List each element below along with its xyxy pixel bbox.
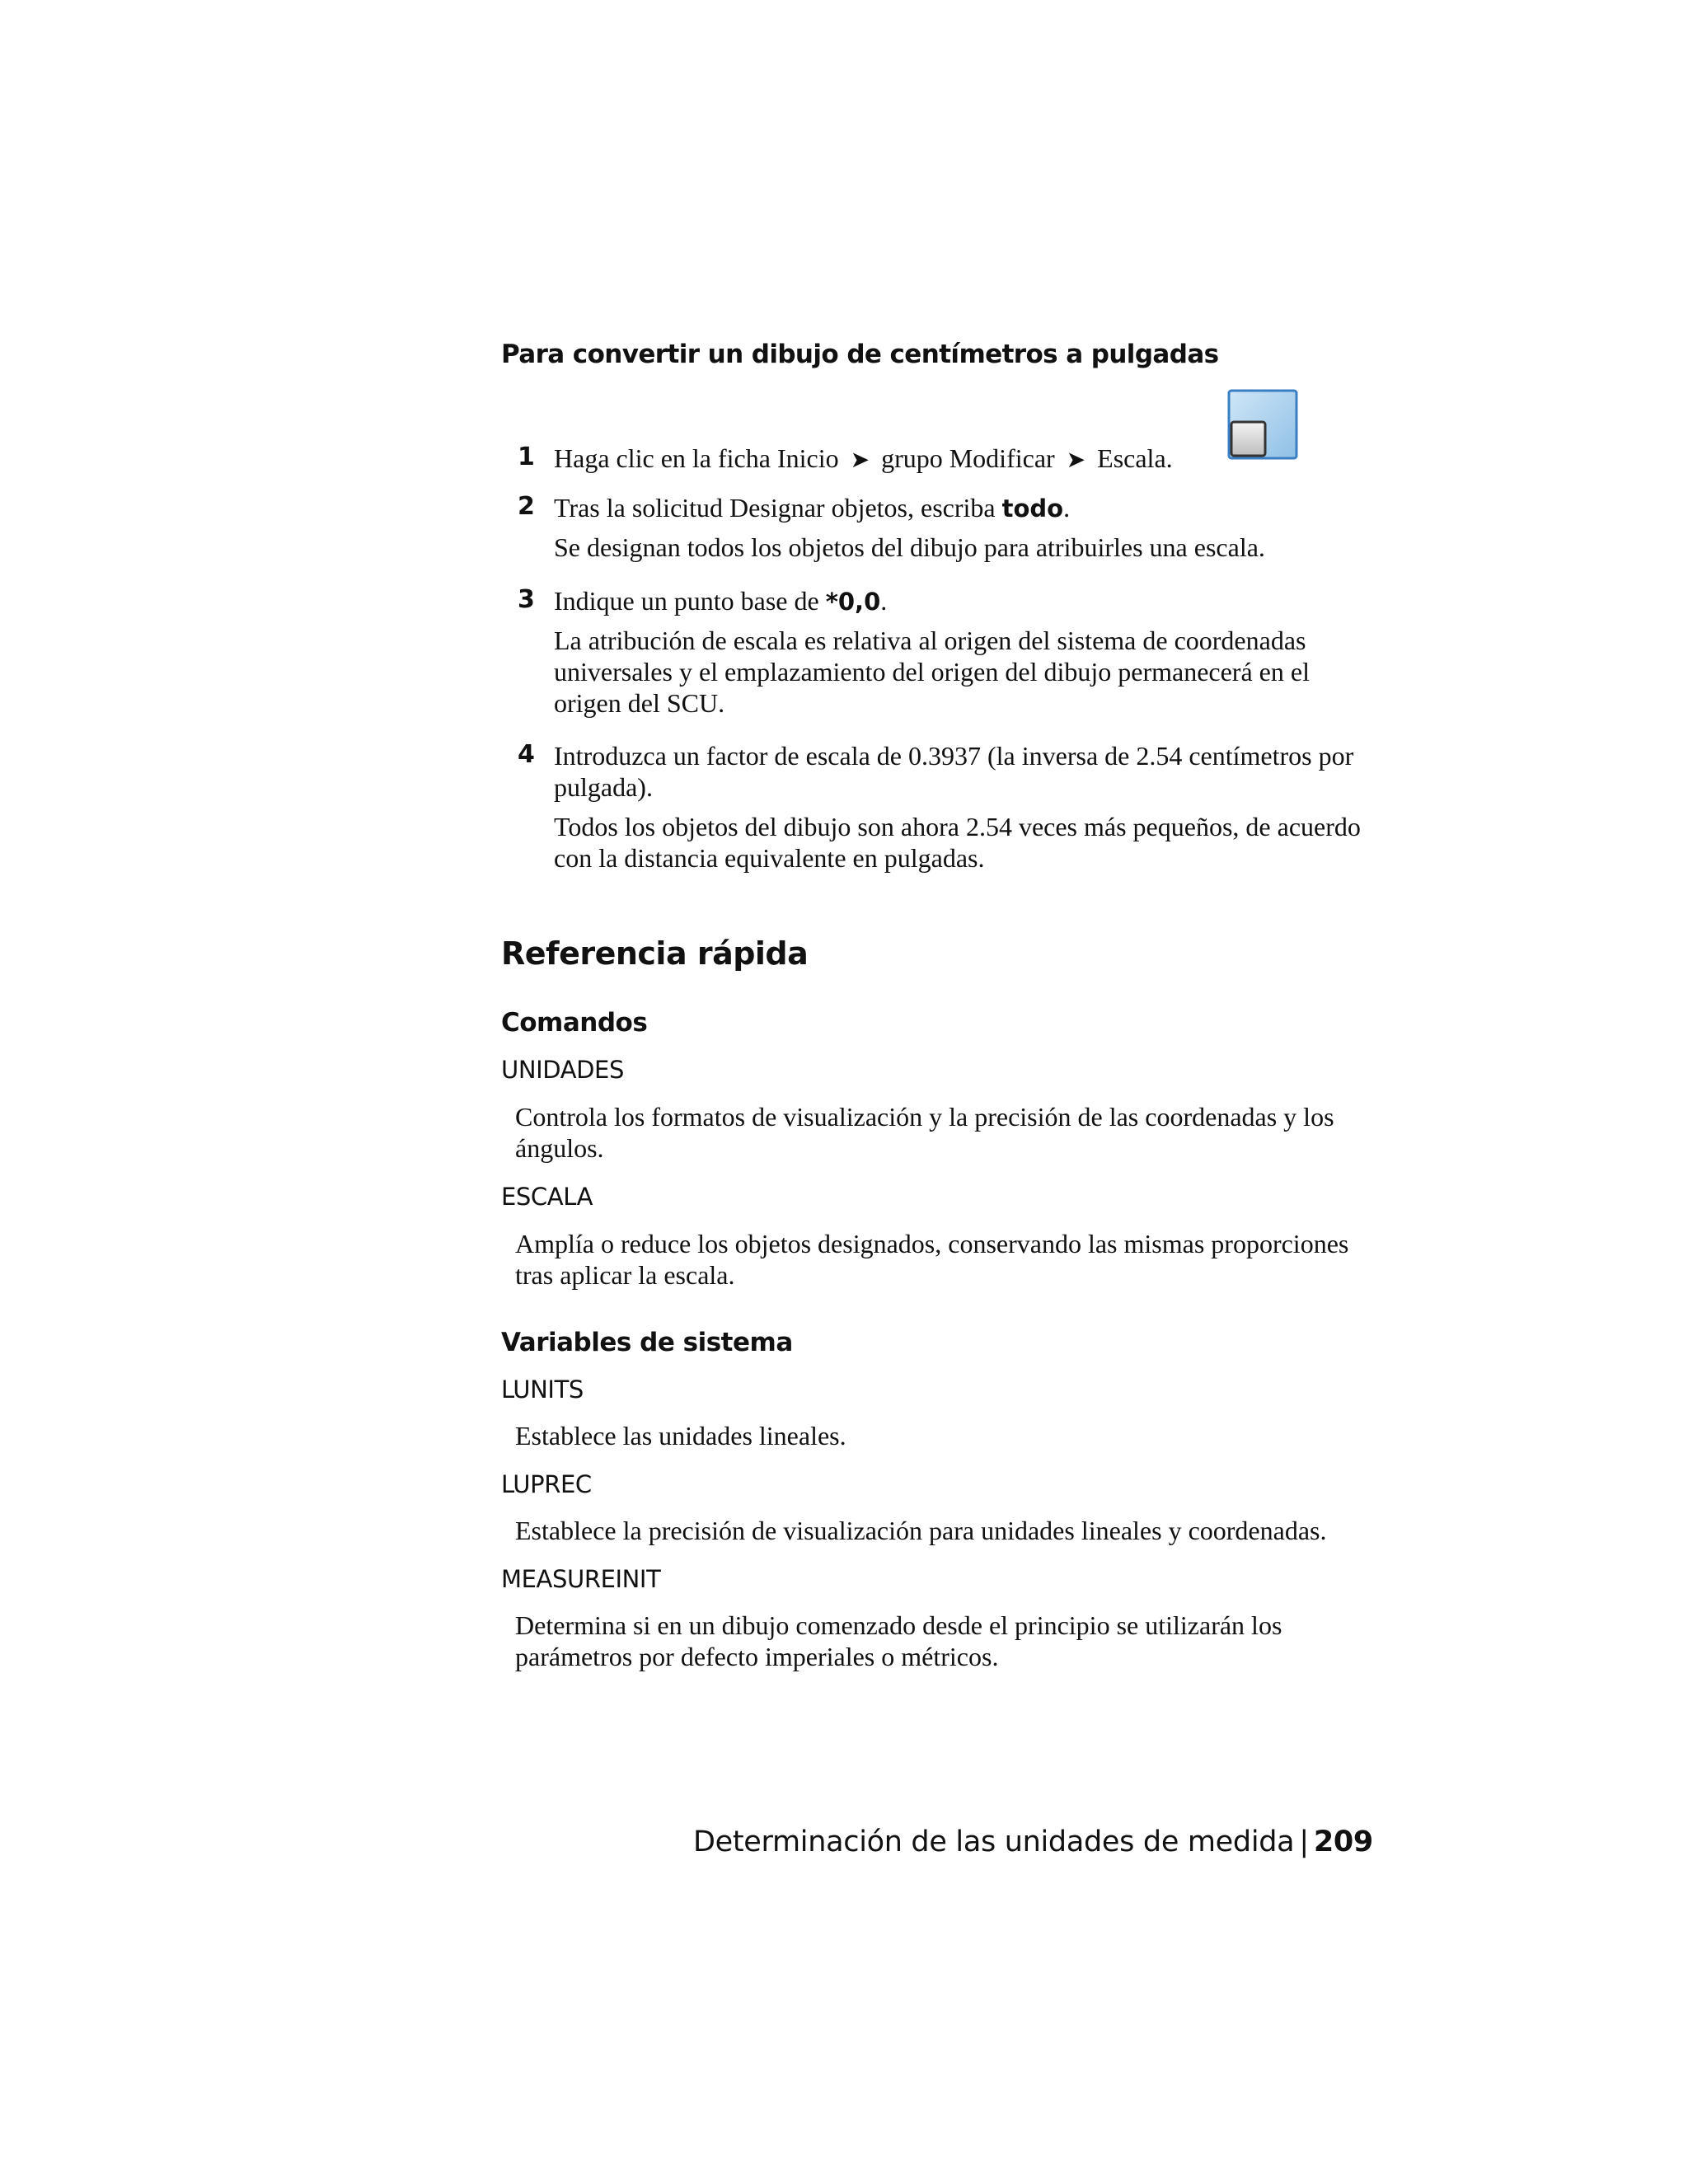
page-footer <box>693 1825 1373 1858</box>
variable-description: Determina si en un dibujo comenzado desde el principio se utilizarán los parámetros por defecto imperiales o métricos. <box>515 1610 1282 1671</box>
commands-heading: Comandos <box>501 1008 648 1038</box>
command-description: Amplía o reduce los objetos designados, conservando las mismas proporciones tras aplicar la escala. <box>515 1229 1349 1290</box>
step-number: 1 <box>518 443 535 471</box>
step-number: 3 <box>518 585 535 614</box>
variable-term: MEASUREINIT <box>501 1565 661 1593</box>
variable-term: LUNITS <box>501 1376 584 1404</box>
arrow-icon: ➤ <box>1066 448 1086 473</box>
variable-term: LUPREC <box>501 1470 592 1498</box>
variable-description: Establece las unidades lineales. <box>515 1421 846 1451</box>
step-text: Introduzca un factor de escala de 0.3937 (la inversa de 2.54 centímetros por pulgada). <box>554 741 1354 802</box>
footer-separator: | <box>1299 1825 1309 1858</box>
step-result: Todos los objetos del dibujo son ahora 2.54 veces más pequeños, de acuerdo con la distancia equivalente en pulgadas. <box>554 812 1361 873</box>
step-text: Indique un punto base de *0,0. <box>554 586 888 616</box>
step-number: 4 <box>518 740 535 769</box>
page-number: 209 <box>1313 1825 1373 1858</box>
command-term: ESCALA <box>501 1183 593 1211</box>
step-result: La atribución de escala es relativa al origen del sistema de coordenadas universales y el emplazamiento del origen del dibujo permanecerá en el origen del SCU. <box>554 626 1310 718</box>
command-description: Controla los formatos de visualización y la precisión de las coordenadas y los ángulos. <box>515 1102 1334 1163</box>
chapter-title: Determinación de las unidades de medida <box>692 1825 1295 1858</box>
step-number: 2 <box>518 492 535 521</box>
typed-value: *0,0 <box>825 588 881 616</box>
step-result: Se designan todos los objetos del dibujo para atribuirles una escala. <box>554 532 1265 562</box>
system-variables-heading: Variables de sistema <box>501 1328 793 1357</box>
section-title: Referencia rápida <box>501 935 809 972</box>
variable-description: Establece la precisión de visualización para unidades lineales y coordenadas. <box>515 1516 1327 1545</box>
scale-tool-icon <box>1227 389 1298 460</box>
typed-value: todo <box>1001 494 1064 523</box>
arrow-icon: ➤ <box>850 448 870 473</box>
command-term: UNIDADES <box>501 1056 624 1084</box>
step-text: Tras la solicitud Designar objetos, escriba todo. <box>554 493 1071 523</box>
procedure-title: Para convertir un dibujo de centímetros a pulgadas <box>501 340 1219 369</box>
step-text: Haga clic en la ficha Inicio ➤ grupo Modificar ➤ Escala. <box>554 443 1378 476</box>
